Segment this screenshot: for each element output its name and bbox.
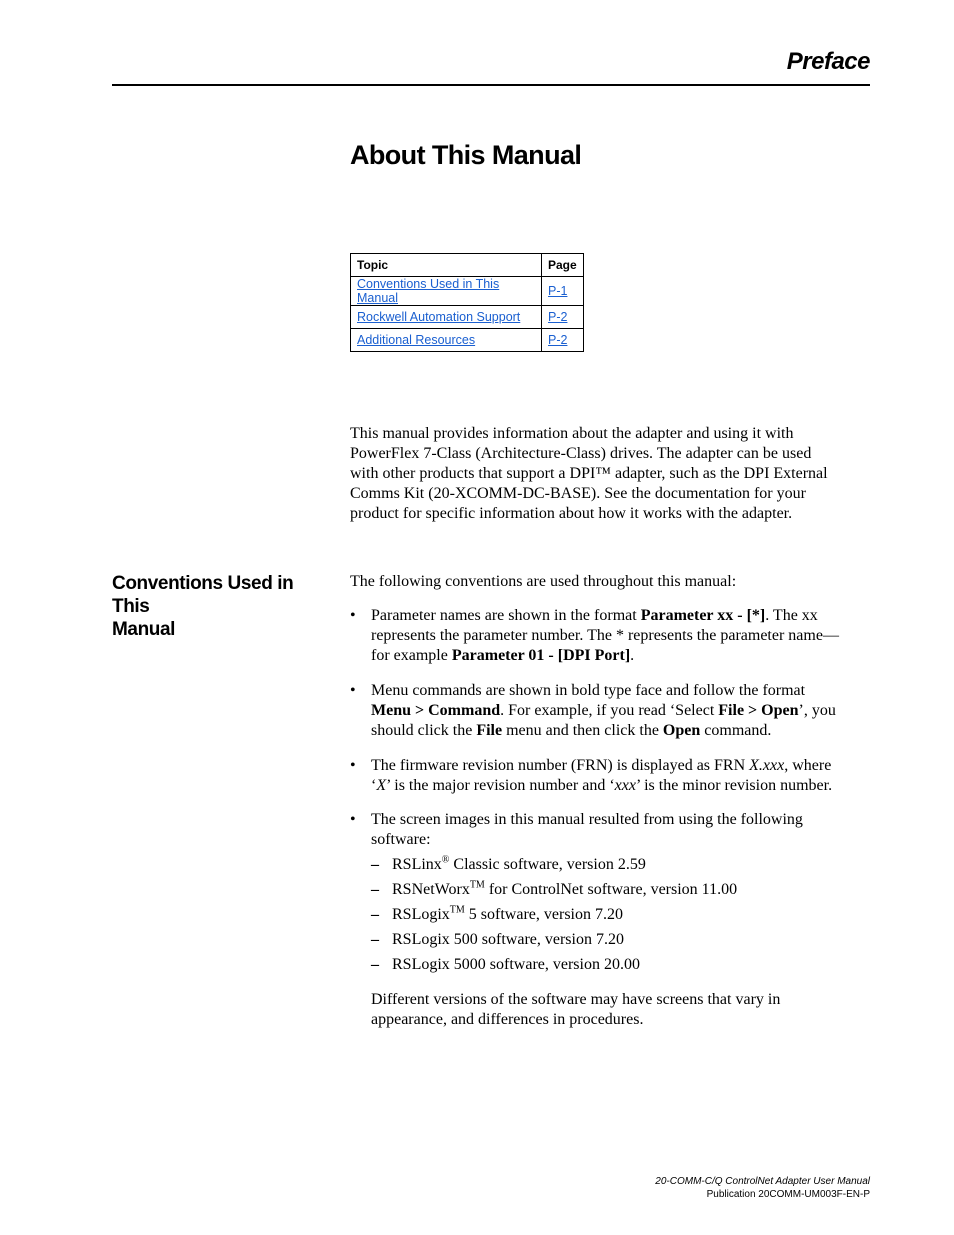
text-run: command. — [700, 722, 772, 739]
text-run: , where — [784, 757, 832, 774]
table-header-row — [351, 254, 584, 277]
text-run: should click the — [371, 722, 477, 739]
software-item-rslinx — [371, 855, 871, 875]
bullet-parameter-names — [350, 606, 870, 666]
table-row — [351, 277, 584, 306]
text-run: menu and then click the — [502, 722, 663, 739]
table-row — [351, 329, 584, 352]
bold-run: Menu > Command — [371, 702, 501, 719]
page-footer — [655, 1175, 870, 1201]
topic-cell — [351, 277, 542, 306]
text-run: RSNetWorx — [392, 881, 470, 898]
bullet-marker: • — [350, 811, 356, 828]
text-run: ’ is the major revision number and ‘ — [386, 777, 615, 794]
text-run: represents the parameter number. The * represents the parameter name— — [371, 627, 839, 644]
text-run: The firmware revision number (FRN) is displayed as FRN — [371, 757, 750, 774]
page-link-conventions[interactable]: P-1 — [548, 284, 568, 298]
text-run: RSLogix 500 software, version 7.20 — [392, 931, 624, 948]
software-item-rslogix500 — [371, 930, 871, 950]
bullet-menu-commands — [350, 681, 870, 741]
text-run: . — [630, 647, 635, 664]
page-link-support[interactable]: P-2 — [548, 310, 568, 324]
bullet-marker: • — [350, 682, 356, 699]
topic-link-resources[interactable]: Additional Resources — [357, 333, 476, 347]
dash-marker: – — [371, 906, 379, 923]
bold-run: File — [476, 722, 503, 739]
software-item-rslogix5000 — [371, 955, 871, 975]
text-run: . The xx — [765, 607, 818, 624]
text-run: for example — [371, 647, 452, 664]
bullet-marker: • — [350, 757, 356, 774]
bold-run: Parameter 01 - [DPI Port] — [451, 647, 631, 664]
text-run: Parameter names are shown in the format — [371, 607, 641, 624]
bullet-screen-images — [350, 810, 870, 850]
page-cell — [542, 277, 584, 306]
page-cell — [542, 306, 584, 329]
conventions-heading — [112, 572, 332, 641]
section-title: Preface — [786, 48, 870, 75]
italic-run: xxx — [614, 777, 636, 794]
intro-line: PowerFlex 7-Class (Architecture-Class) drives. The adapter can be used — [350, 445, 812, 462]
topic-link-support[interactable]: Rockwell Automation Support — [357, 310, 521, 324]
dash-marker: – — [371, 856, 379, 873]
text-run: appearance, and differences in procedures. — [371, 1011, 644, 1028]
bullet-text — [371, 810, 870, 850]
text-run: ‘ — [371, 777, 377, 794]
text-run: software: — [371, 831, 431, 848]
intro-line: This manual provides information about the adapter and using it with — [350, 425, 794, 442]
text-run: The screen images in this manual resulted from using the following — [371, 811, 803, 828]
bullet-text — [371, 606, 870, 666]
text-run: ’ is the minor revision number. — [635, 777, 833, 794]
intro-line: Comms Kit (20-XCOMM-DC-BASE). See the documentation for your — [350, 485, 806, 502]
software-item-rslogix5 — [371, 905, 871, 925]
bold-run: Parameter xx - [*] — [640, 607, 766, 624]
topic-link-conventions[interactable]: Conventions Used in This Manual — [357, 277, 500, 305]
text-run: RSLogix — [392, 906, 450, 923]
text-run: for ControlNet software, version 11.00 — [484, 881, 738, 898]
topic-cell — [351, 329, 542, 352]
intro-line: product for specific information about how it works with the adapter. — [350, 505, 793, 522]
text-run: Classic software, version 2.59 — [449, 856, 646, 873]
italic-run: X — [376, 777, 387, 794]
software-version-note — [371, 990, 871, 1030]
conventions-intro: The following conventions are used throughout this manual: — [350, 573, 737, 590]
text-run: 5 software, version 7.20 — [464, 906, 623, 923]
text-run: Different versions of the software may have screens that vary in — [371, 991, 781, 1008]
page-cell — [542, 329, 584, 352]
intro-paragraph — [350, 424, 870, 524]
bold-run: Open — [662, 722, 701, 739]
header-rule — [112, 84, 870, 86]
page-link-resources[interactable]: P-2 — [548, 333, 568, 347]
column-header-page: Page — [542, 254, 584, 277]
table-row — [351, 306, 584, 329]
topic-cell — [351, 306, 542, 329]
bullet-firmware-revision — [350, 756, 870, 796]
page-title: About This Manual — [350, 140, 582, 170]
bullet-text — [371, 681, 870, 741]
column-header-topic: Topic — [351, 254, 542, 277]
text-run: Menu commands are shown in bold type face and follow the format — [371, 682, 806, 699]
text-run: . For example, if you read ‘Select — [500, 702, 719, 719]
heading-line: Conventions Used in This — [112, 573, 294, 617]
text-run: RSLogix 5000 software, version 20.00 — [392, 956, 640, 973]
bullet-text — [371, 756, 870, 796]
bullet-marker: • — [350, 607, 356, 624]
dash-marker: – — [371, 931, 379, 948]
dash-marker: – — [371, 956, 379, 973]
heading-line: Manual — [112, 619, 176, 640]
trademark-mark: TM — [469, 879, 485, 891]
dash-marker: – — [371, 881, 379, 898]
text-run: RSLinx — [392, 856, 442, 873]
software-item-rsnetworx — [371, 880, 871, 900]
text-run: ’, you — [798, 702, 836, 719]
registered-mark: ® — [441, 854, 450, 866]
intro-line: with other products that support a DPI™ adapter, such as the DPI External — [350, 465, 828, 482]
italic-run: X.xxx — [749, 757, 785, 774]
footer-publication: Publication 20COMM-UM003F-EN-P — [706, 1189, 870, 1200]
bold-run: File > Open — [718, 702, 799, 719]
footer-manual-title: 20-COMM-C/Q ControlNet Adapter User Manual — [655, 1176, 870, 1187]
trademark-mark: TM — [449, 904, 465, 916]
topic-table — [350, 253, 584, 352]
